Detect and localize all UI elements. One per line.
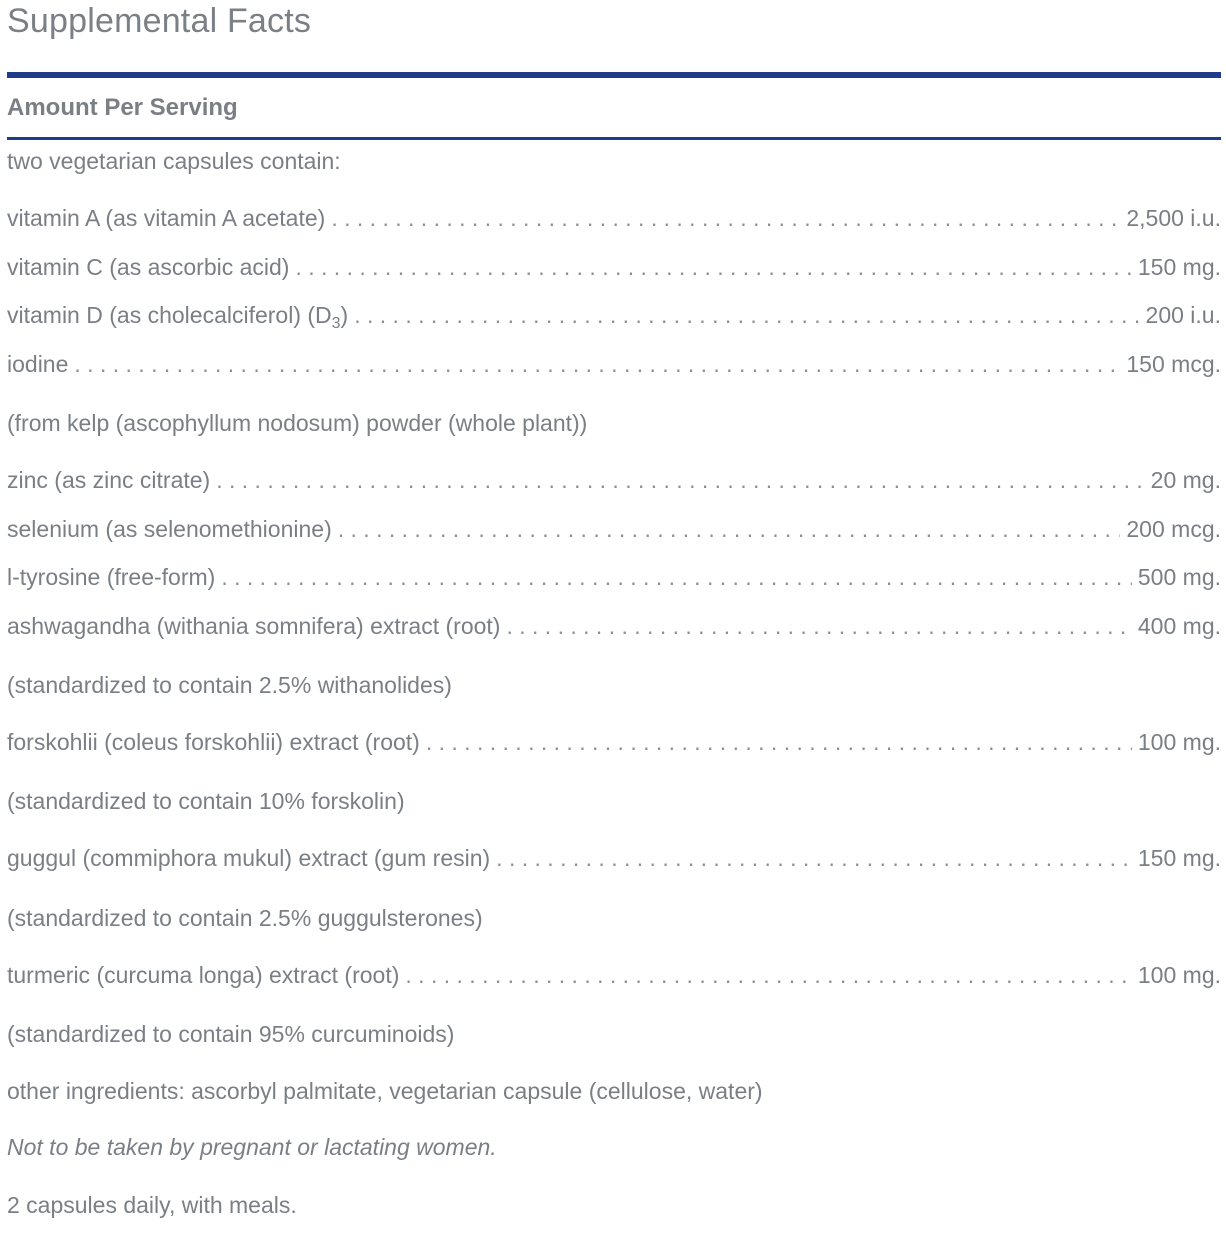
- ingredient-amount: 150 mg.: [1137, 254, 1221, 280]
- ingredient-note: (standardized to contain 2.5% guggulsterones): [7, 905, 483, 931]
- dot-leader: [496, 843, 1132, 873]
- warning-text: Not to be taken by pregnant or lactating women.: [7, 1134, 497, 1160]
- ingredient-name-text: vitamin D (as cholecalciferol) (D: [7, 302, 332, 328]
- directions-text: 2 capsules daily, with meals.: [7, 1192, 297, 1218]
- dot-leader: [405, 960, 1132, 990]
- ingredient-amount: 200 mcg.: [1126, 516, 1221, 542]
- ingredient-name: zinc (as zinc citrate): [7, 467, 211, 493]
- ingredient-name: l-tyrosine (free-form): [7, 564, 216, 590]
- ingredient-row: [7, 514, 1221, 544]
- ingredient-name: turmeric (curcuma longa) extract (root): [7, 962, 400, 988]
- ingredient-amount: 400 mg.: [1137, 613, 1221, 639]
- dot-leader: [74, 349, 1120, 379]
- dot-leader: [216, 465, 1144, 495]
- ingredient-amount: 100 mg.: [1137, 729, 1221, 755]
- ingredient-note: (standardized to contain 95% curcuminoids): [7, 1021, 455, 1047]
- ingredient-row: [7, 960, 1221, 990]
- ingredient-row: [7, 349, 1221, 379]
- top-divider: [7, 72, 1221, 78]
- ingredient-note: (from kelp (ascophyllum nodosum) powder (whole plant)): [7, 410, 588, 436]
- ingredient-row: [7, 727, 1221, 757]
- ingredient-name: vitamin C (as ascorbic acid): [7, 254, 290, 280]
- ingredient-name: guggul (commiphora mukul) extract (gum resin): [7, 845, 491, 871]
- dot-leader: [426, 727, 1132, 757]
- ingredient-name: vitamin A (as vitamin A acetate): [7, 205, 326, 231]
- serving-header: Amount Per Serving: [7, 94, 238, 121]
- panel-title: Supplemental Facts: [7, 2, 312, 40]
- ingredient-note: (standardized to contain 2.5% withanolides): [7, 672, 452, 698]
- ingredient-name-suffix: ): [340, 302, 349, 328]
- ingredient-amount: 100 mg.: [1137, 962, 1221, 988]
- dot-leader: [295, 252, 1131, 282]
- serving-divider: [7, 137, 1221, 140]
- dot-leader: [338, 514, 1121, 544]
- dot-leader: [354, 300, 1139, 330]
- dot-leader: [506, 611, 1131, 641]
- ingredient-name: [7, 300, 348, 330]
- ingredient-row: [7, 611, 1221, 641]
- other-ingredients: other ingredients: ascorbyl palmitate, vegetarian capsule (cellulose, water): [7, 1078, 763, 1104]
- ingredient-subscript: 3: [331, 315, 341, 332]
- ingredient-amount: 20 mg.: [1150, 467, 1221, 493]
- dot-leader: [331, 203, 1120, 233]
- ingredient-note: (standardized to contain 10% forskolin): [7, 788, 405, 814]
- ingredient-row: [7, 203, 1221, 233]
- ingredient-amount: 200 i.u.: [1145, 302, 1221, 328]
- ingredient-amount: 500 mg.: [1137, 564, 1221, 590]
- ingredient-name: selenium (as selenomethionine): [7, 516, 332, 542]
- ingredient-name: forskohlii (coleus forskohlii) extract (root): [7, 729, 420, 755]
- ingredient-amount: 150 mg.: [1137, 845, 1221, 871]
- ingredient-amount: 2,500 i.u.: [1126, 205, 1221, 231]
- ingredient-row: [7, 843, 1221, 873]
- ingredient-name: iodine: [7, 351, 69, 377]
- ingredient-row: [7, 252, 1221, 282]
- serving-size: two vegetarian capsules contain:: [7, 148, 341, 174]
- ingredient-row: [7, 465, 1221, 495]
- ingredient-row: [7, 562, 1221, 592]
- ingredient-amount: 150 mcg.: [1126, 351, 1221, 377]
- dot-leader: [221, 562, 1132, 592]
- ingredient-row: [7, 300, 1221, 330]
- ingredient-name: ashwagandha (withania somnifera) extract (root): [7, 613, 501, 639]
